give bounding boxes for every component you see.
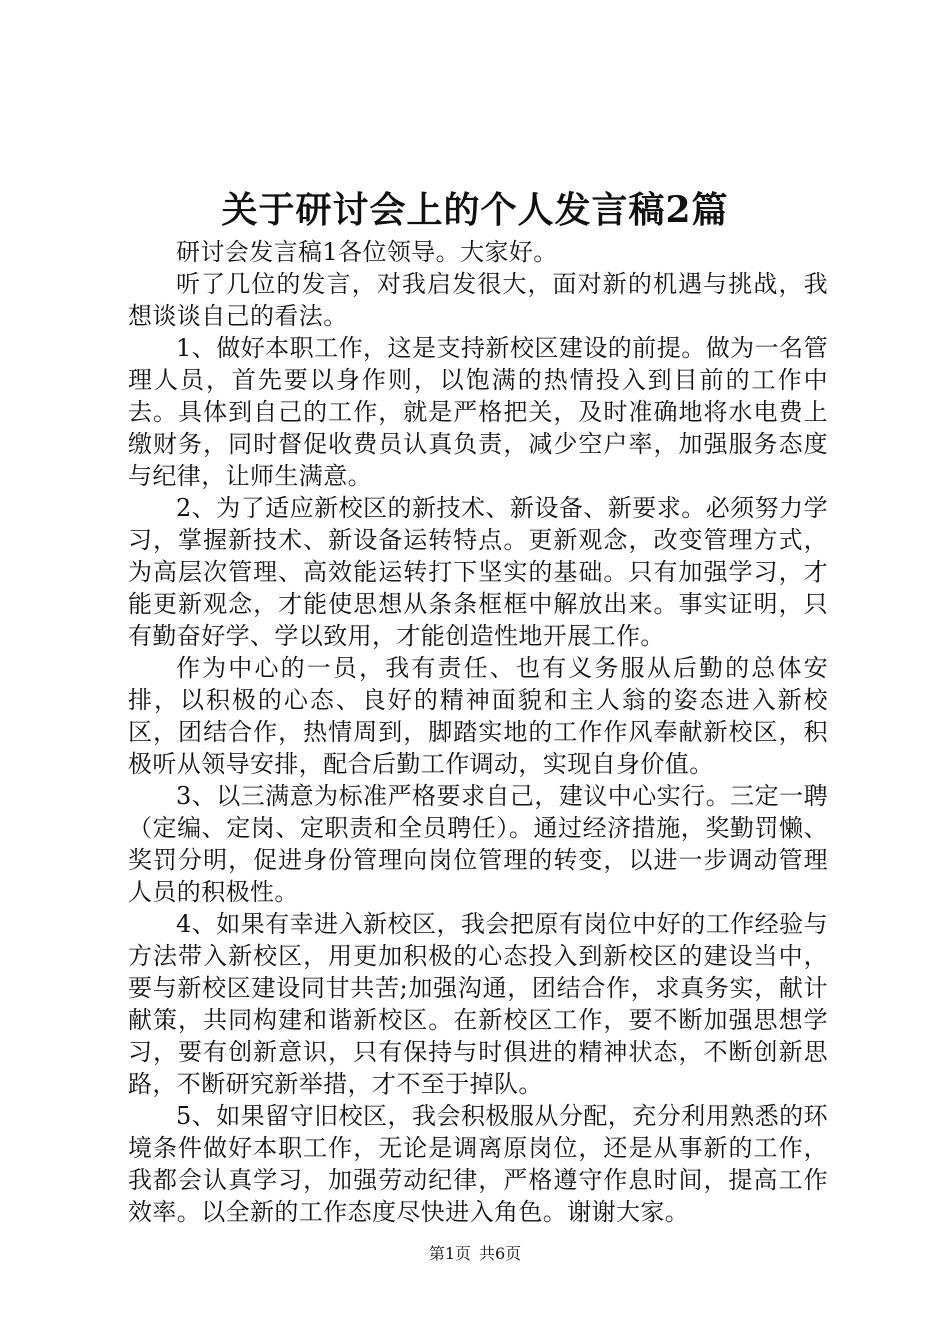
paragraph-point-1: 1、做好本职工作，这是支持新校区建设的前提。做为一名管理人员，首先要以身作则，以饱满的热情投入到目前的工作中去。具体到自己的工作，就是严格把关，及时准确地将水电费上缴财务，同时督促收费员认真负责，减少空户率，加强服务态度与纪律，让师生满意。 bbox=[128, 334, 828, 490]
page-number-footer bbox=[0, 1242, 950, 1266]
page-total: 共6页 bbox=[479, 1244, 522, 1263]
paragraph-intro: 听了几位的发言，对我启发很大，面对新的机遇与挑战，我想谈谈自己的看法。 bbox=[128, 270, 828, 330]
paragraph-point-4: 4、如果有幸进入新校区，我会把原有岗位中好的工作经验与方法带入新校区，用更加积极的心态投入到新校区的建设当中，要与新校区建设同甘共苦;加强沟通，团结合作，求真务实，献计献策，共同构建和谐新校区。在新校区工作，要不断加强思想学习，要有创新意识，只有保持与时俱进的精神状态，不断创新思路，不断研究新举措，才不至于掉队。 bbox=[128, 910, 828, 1098]
paragraph-member-duty: 作为中心的一员，我有责任、也有义务服从后勤的总体安排，以积极的心态、良好的精神面貌和主人翁的姿态进入新校区，团结合作，热情周到，脚踏实地的工作作风奉献新校区，积极听从领导安排，配合后勤工作调动，实现自身价值。 bbox=[128, 654, 828, 778]
paragraph-greeting: 研讨会发言稿1各位领导。大家好。 bbox=[176, 238, 558, 266]
page-current: 第1页 bbox=[428, 1244, 471, 1263]
paragraph-point-3: 3、以三满意为标准严格要求自己，建议中心实行。三定一聘（定编、定岗、定职责和全员聘任）。通过经济措施，奖勤罚懒、奖罚分明，促进身份管理向岗位管理的转变，以进一步调动管理人员的积极性。 bbox=[128, 782, 828, 906]
paragraph-point-5: 5、如果留守旧校区，我会积极服从分配，充分利用熟悉的环境条件做好本职工作，无论是调离原岗位，还是从事新的工作，我都会认真学习，加强劳动纪律，严格遵守作息时间，提高工作效率。以全新的工作态度尽快进入角色。谢谢大家。 bbox=[128, 1102, 828, 1226]
document-body bbox=[128, 236, 828, 1228]
document-title: 关于研讨会上的个人发言稿2篇 bbox=[221, 189, 729, 231]
paragraph-point-2: 2、为了适应新校区的新技术、新设备、新要求。必须努力学习，掌握新技术、新设备运转特点。更新观念，改变管理方式，为高层次管理、高效能运转打下坚实的基础。只有加强学习，才能更新观念，才能使思想从条条框框中解放出来。事实证明，只有勤奋好学、学以致用，才能创造性地开展工作。 bbox=[128, 494, 828, 650]
